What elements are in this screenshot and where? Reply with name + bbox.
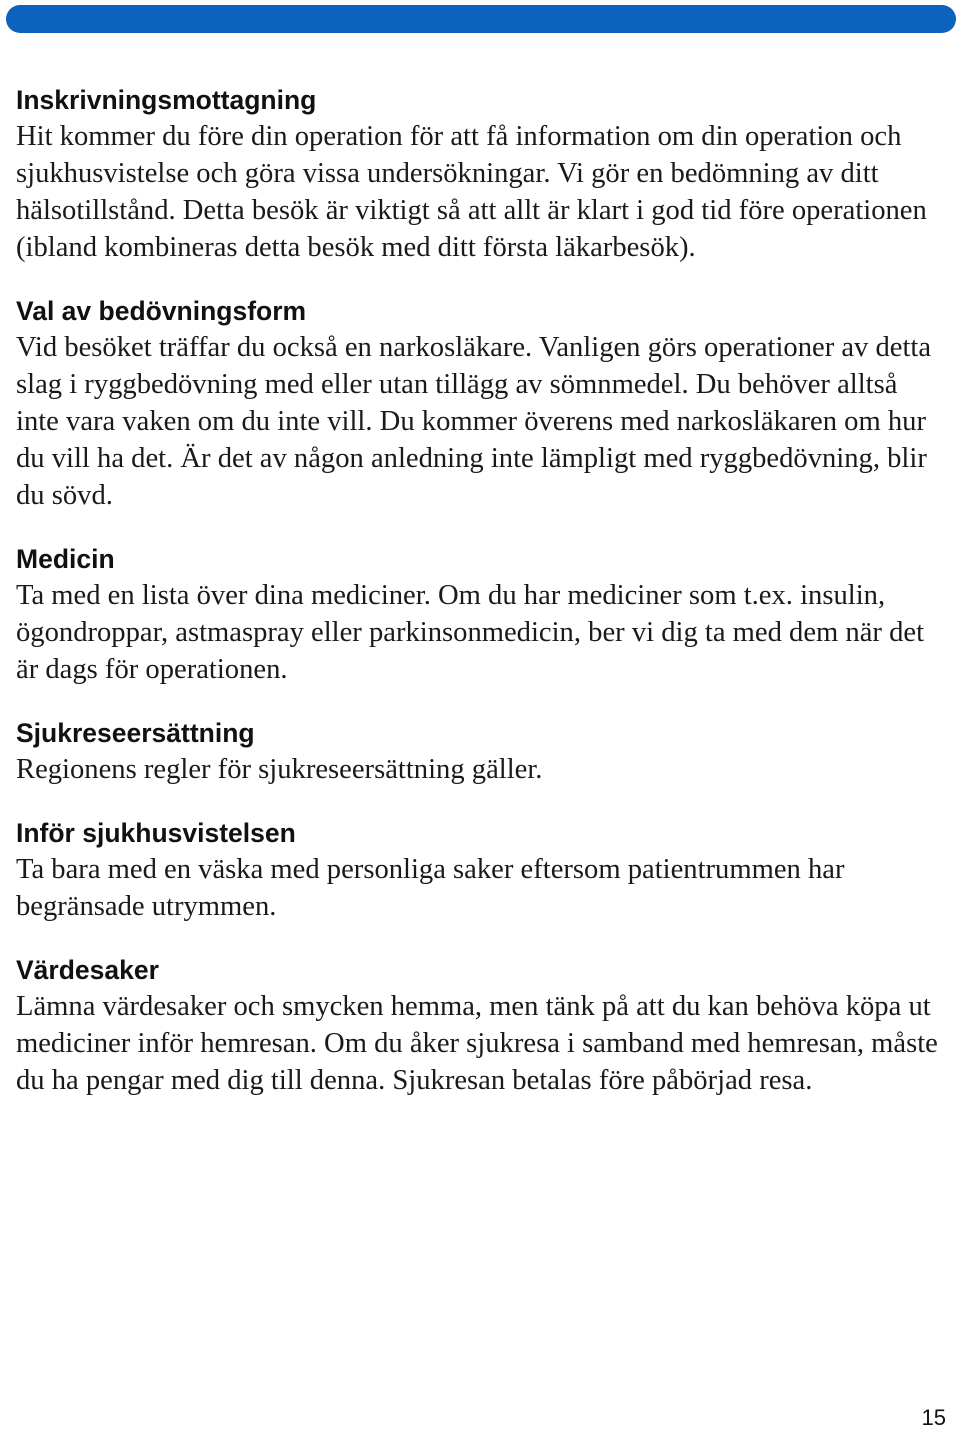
section-body: Vid besöket träffar du också en narkosläkare. Vanligen görs operationer av detta slag i ryggbedövning med eller utan tillägg av sömnmedel. Du behöver alltså inte vara vaken om du inte vill. Du kommer överens med narkosläkaren om hur du vill ha det. Är det av någon anledning inte lämpligt med ryggbedövning, blir du sövd.	[16, 332, 932, 511]
section-body: Lämna värdesaker och smycken hemma, men tänk på att du kan behöva köpa ut mediciner inför hemresan. Om du åker sjukresa i samband med hemresan, måste du ha pengar med dig till denna. Sjukresan betalas före påbörjad resa.	[16, 991, 938, 1096]
section-val-av-bedovningsform	[16, 293, 946, 514]
section-body: Ta bara med en väska med personliga saker eftersom patientrummen har begränsade utrymmen.	[16, 854, 845, 922]
section-heading: Värdesaker	[16, 955, 159, 985]
section-inskrivningsmottagning	[16, 82, 946, 266]
section-heading: Sjukreseersättning	[16, 718, 255, 748]
section-body: Ta med en lista över dina mediciner. Om du har mediciner som t.ex. insulin, ögondroppar, astmaspray eller parkinsonmedicin, ber vi dig ta med dem när det är dags för operationen.	[16, 580, 925, 685]
document-body	[16, 82, 946, 1126]
section-sjukreseersattning	[16, 715, 946, 788]
page-number: 15	[921, 1405, 946, 1430]
top-accent-bar	[6, 5, 956, 33]
section-vardesaker	[16, 952, 946, 1099]
section-body: Regionens regler för sjukreseersättning gäller.	[16, 754, 543, 785]
section-heading: Inskrivningsmottagning	[16, 85, 317, 115]
section-medicin	[16, 541, 946, 688]
section-infor-sjukhusvistelsen	[16, 815, 946, 925]
section-heading: Medicin	[16, 544, 115, 574]
section-heading: Inför sjukhusvistelsen	[16, 818, 296, 848]
section-heading: Val av bedövningsform	[16, 296, 307, 326]
section-body: Hit kommer du före din operation för att få information om din operation och sjukhusvistelse och göra vissa undersökningar. Vi gör en bedömning av ditt hälsotillstånd. Detta besök är viktigt så att allt är klart i god tid före operationen (ibland kombineras detta besök med ditt första läkarbesök).	[16, 121, 927, 263]
